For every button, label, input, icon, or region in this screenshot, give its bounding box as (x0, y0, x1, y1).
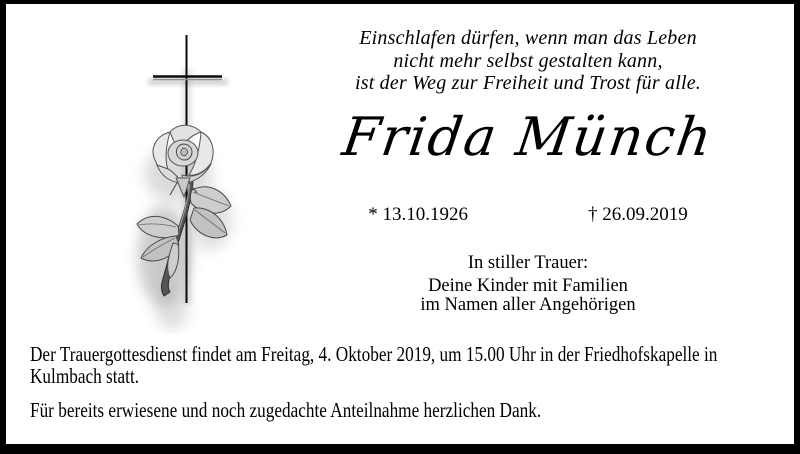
mourners (328, 277, 728, 314)
memorial-quote (328, 27, 728, 95)
thanks-line: Für bereits erwiesene und noch zugedachte Anteilnahme herzlichen Dank. (30, 398, 542, 422)
death-date: † 26.09.2019 (588, 204, 688, 225)
cross-rose-illustration (126, 24, 266, 334)
thanks-note (30, 398, 653, 423)
quote-line-1: Einschlafen dürfen, wenn man das Leben (359, 27, 697, 49)
mourners-line-1: Deine Kinder mit Familien (428, 276, 628, 296)
quote-line-2: nicht mehr selbst gestalten kann, (393, 49, 663, 72)
deceased-name: Frida Münch (338, 107, 718, 168)
mourners-line-2: im Namen aller Angehörigen (420, 294, 636, 315)
service-line-1: Der Trauergottesdienst findet am Freitag, 4. Oktober 2019, um 15.00 Uhr in der Friedhofskapelle in (30, 342, 718, 366)
service-line-2: Kulmbach statt. (30, 364, 140, 388)
service-announcement (30, 343, 800, 387)
cross-rose-artwork (126, 24, 266, 334)
obituary-page (6, 4, 794, 444)
quote-line-3: ist der Weg zur Freiheit und Trost für alle. (354, 72, 702, 94)
life-dates (328, 204, 728, 226)
birth-date: * 13.10.1926 (368, 204, 468, 225)
mourning-label: In stiller Trauer: (467, 253, 589, 273)
